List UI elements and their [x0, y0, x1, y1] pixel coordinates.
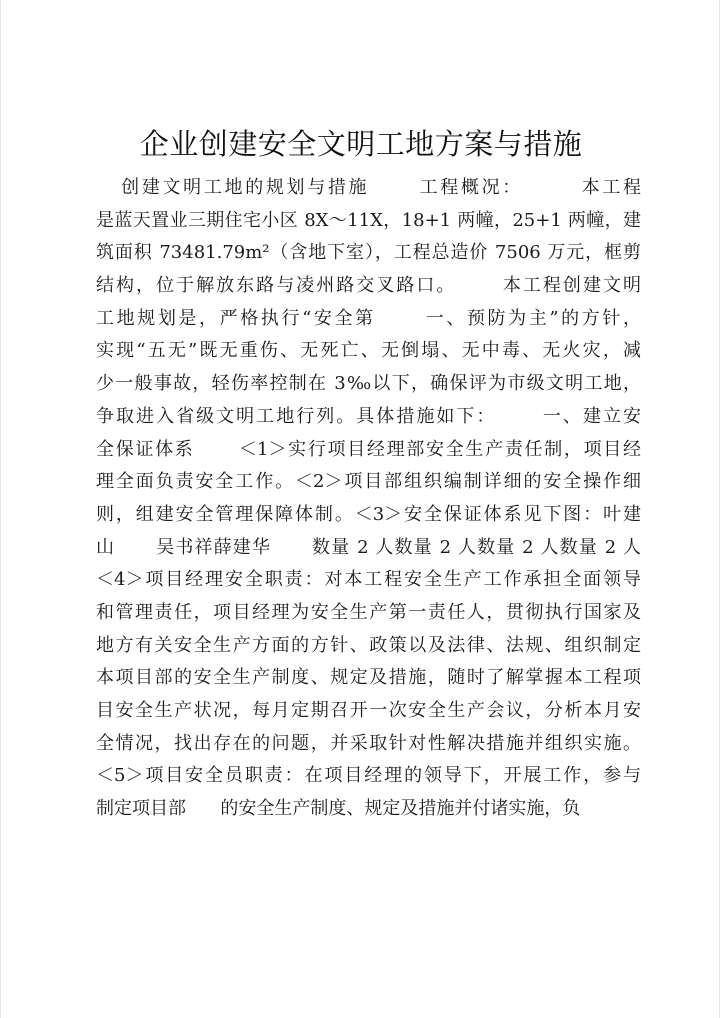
- body-line: 是蓝天置业三期住宅小区 8X～11X，18+1 两幢，25+1 两幢，建: [96, 209, 641, 231]
- body-line: 目安全生产状况，每月定期召开一次安全生产会议，分析本月安: [96, 700, 641, 721]
- body-line: 理全面负责安全工作。＜2＞项目部组织编制详细的安全操作细: [96, 471, 641, 493]
- body-line: 制定项目部 的安全生产制度、规定及措施并付诸实施，负: [96, 798, 581, 820]
- body-line: 本项目部的安全生产制度、规定及措施，随时了解掌握本工程项: [96, 667, 641, 689]
- body-line: 争取进入省级文明工地行列。具体措施如下： 一、建立安: [96, 405, 641, 427]
- body-line: 则，组建安全管理保障体制。＜3＞安全保证体系见下图：叶建: [96, 503, 641, 525]
- body-line: 创建文明工地的规划与措施 工程概况： 本工程: [96, 177, 641, 198]
- body-line: 地方有关安全生产方面的方针、政策以及法律、法规、组织制定: [96, 634, 641, 656]
- body-line: ＜4＞项目经理安全职责：对本工程安全生产工作承担全面领导: [96, 569, 641, 591]
- document-body: [96, 172, 641, 826]
- body-line: 少一般事故，轻伤率控制在 3‰以下，确保评为市级文明工地，: [96, 373, 641, 395]
- body-line: 工地规划是，严格执行“安全第 一、预防为主”的方针，: [96, 307, 641, 329]
- body-line: 全情况，找出存在的问题，并采取针对性解决措施并组织实施。: [96, 732, 641, 754]
- body-line: 结构，位于解放东路与凌州路交叉路口。 本工程创建文明: [96, 275, 641, 297]
- body-line: 实现“五无”既无重伤、无死亡、无倒塌、无中毒、无火灾，减: [96, 340, 641, 362]
- document-title: 企业创建安全文明工地方案与措施: [139, 127, 583, 161]
- body-line: 筑面积 73481.79m²（含地下室），工程总造价 7506 万元，框剪: [96, 242, 641, 264]
- body-line: 全保证体系 ＜1＞实行项目经理部安全生产责任制，项目经: [96, 438, 641, 460]
- body-line: 和管理责任，项目经理为安全生产第一责任人，贯彻执行国家及: [96, 601, 641, 623]
- body-line: 山 吴书祥薛建华 数量 2 人数量 2 人数量 2 人数量 2 人: [96, 536, 641, 558]
- body-line: ＜5＞项目安全员职责：在项目经理的领导下，开展工作，参与: [96, 765, 641, 787]
